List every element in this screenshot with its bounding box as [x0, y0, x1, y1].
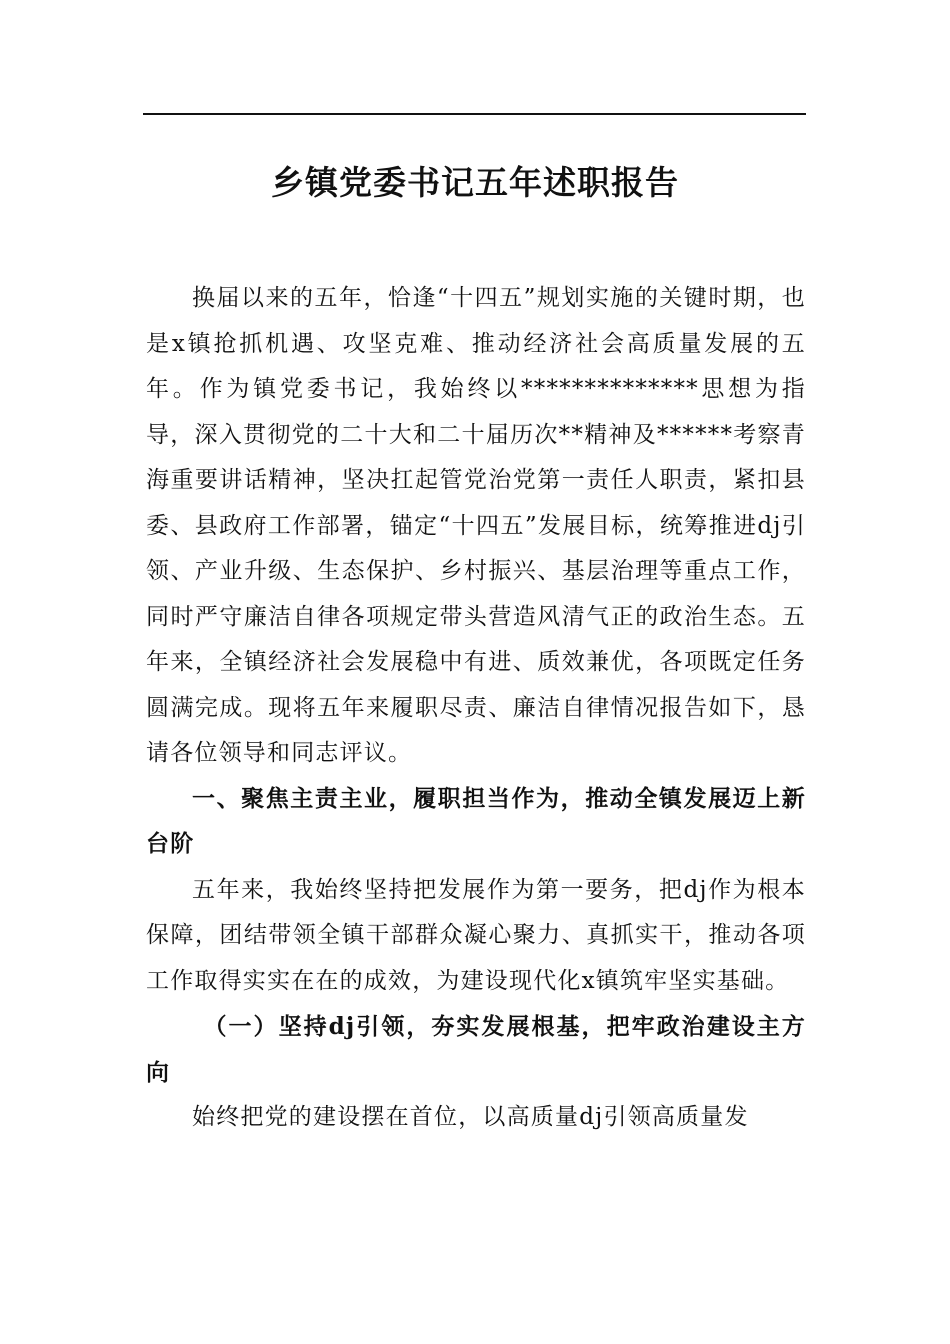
document-title: 乡镇党委书记五年述职报告	[271, 163, 679, 202]
section-1-heading: 一、聚焦主责主业，履职担当作为，推动全镇发展迈上新台阶	[146, 785, 806, 857]
header-rule	[143, 113, 806, 115]
intro-paragraph: 换届以来的五年，恰逢“十四五”规划实施的关键时期，也是x镇抢抓机遇、攻坚克难、推动经济社会高质量发展的五年。作为镇党委书记，我始终以**************思想为指导，深入贯彻党的二十大和二十届历次**精神及******考察青海重要讲话精神，坚决扛起管党治党第一责任人职责，紧扣县委、县政府工作部署，锚定“十四五”发展目标，统筹推进dj引领、产业升级、生态保护、乡村振兴、基层治理等重点工作，同时严守廉洁自律各项规定带头营造风清气正的政治生态。五年来，全镇经济社会发展稳中有进、质效兼优，各项既定任务圆满完成。现将五年来履职尽责、廉洁自律情况报告如下，恳请各位领导和同志评议。	[146, 285, 806, 766]
section-1-paragraph: 五年来，我始终坚持把发展作为第一要务，把dj作为根本保障，团结带领全镇干部群众凝心聚力、真抓实干，推动各项工作取得实实在在的成效，为建设现代化x镇筑牢坚实基础。	[146, 876, 806, 994]
subsection-1-paragraph: 始终把党的建设摆在首位，以高质量dj引领高质量发	[192, 1104, 749, 1130]
document-body	[146, 276, 806, 1141]
subsection-1-heading: （一）坚持dj引领，夯实发展根基，把牢政治建设主方向	[146, 1013, 806, 1086]
